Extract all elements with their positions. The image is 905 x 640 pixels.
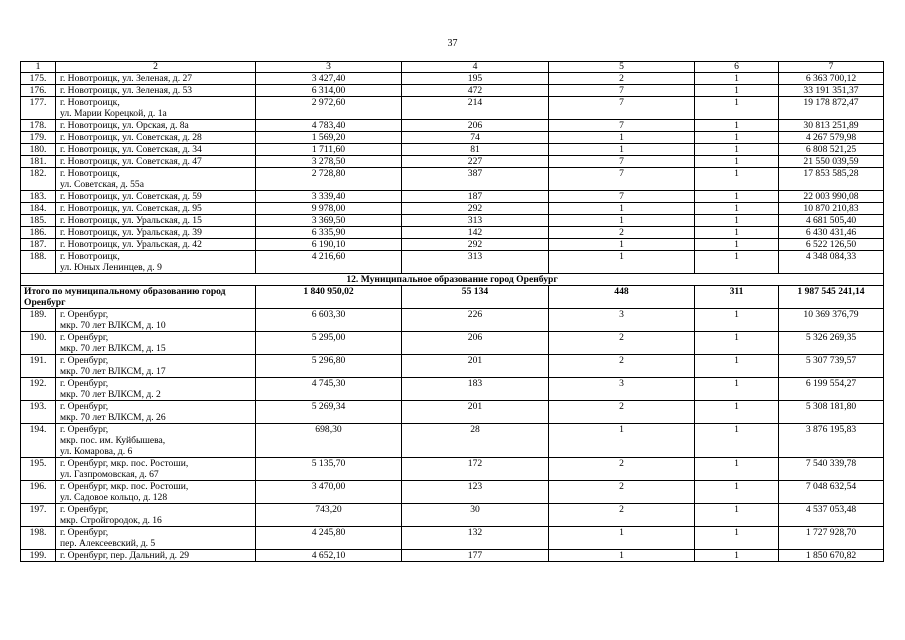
table-row xyxy=(21,239,884,251)
row-number: 175. xyxy=(21,73,56,85)
row-number: 192. xyxy=(21,378,56,401)
area-cell: 6 335,90 xyxy=(256,227,402,239)
address-cell: г. Новотроицк, ул. Зеленая, д. 53 xyxy=(56,85,256,97)
cost-cell: 5 307 739,57 xyxy=(779,355,884,378)
area-cell: 6 603,30 xyxy=(256,309,402,332)
cost-cell: 1 850 670,82 xyxy=(779,550,884,562)
value-cell: 7 xyxy=(549,156,695,168)
row-number: 197. xyxy=(21,504,56,527)
value-cell: 7 xyxy=(549,97,695,120)
count-cell: 28 xyxy=(402,424,549,458)
table-row xyxy=(21,97,884,120)
value-cell: 7 xyxy=(549,120,695,132)
address-cell: г. Оренбург, мкр. 70 лет ВЛКСМ, д. 10 xyxy=(56,309,256,332)
area-cell: 4 216,60 xyxy=(256,251,402,274)
value-cell: 1 xyxy=(549,550,695,562)
value-cell: 1 xyxy=(695,458,779,481)
address-cell: г. Оренбург, мкр. пос. Ростоши, ул. Газпромовская, д. 67 xyxy=(56,458,256,481)
row-number: 195. xyxy=(21,458,56,481)
area-cell: 1 569,20 xyxy=(256,132,402,144)
total-value: 55 134 xyxy=(402,286,549,309)
cost-cell: 4 537 053,48 xyxy=(779,504,884,527)
area-cell: 9 978,00 xyxy=(256,203,402,215)
area-cell: 4 245,80 xyxy=(256,527,402,550)
table-row xyxy=(21,132,884,144)
column-header: 4 xyxy=(402,62,549,73)
value-cell: 1 xyxy=(695,203,779,215)
section-title: 12. Муниципальное образование город Оренбург xyxy=(21,274,884,286)
value-cell: 1 xyxy=(695,424,779,458)
row-number: 179. xyxy=(21,132,56,144)
row-number: 187. xyxy=(21,239,56,251)
value-cell: 2 xyxy=(549,355,695,378)
value-cell: 3 xyxy=(549,378,695,401)
row-number: 178. xyxy=(21,120,56,132)
value-cell: 1 xyxy=(549,239,695,251)
address-cell: г. Новотроицк, ул. Советская, д. 59 xyxy=(56,191,256,203)
table-row xyxy=(21,378,884,401)
count-cell: 201 xyxy=(402,401,549,424)
row-number: 176. xyxy=(21,85,56,97)
address-cell: г. Новотроицк, ул. Советская, д. 95 xyxy=(56,203,256,215)
address-cell: г. Оренбург, мкр. пос. Ростоши, ул. Садовое кольцо, д. 128 xyxy=(56,481,256,504)
section-row xyxy=(21,274,884,286)
value-cell: 2 xyxy=(549,227,695,239)
table-row xyxy=(21,168,884,191)
column-header: 2 xyxy=(56,62,256,73)
table-row xyxy=(21,191,884,203)
cost-cell: 17 853 585,28 xyxy=(779,168,884,191)
value-cell: 1 xyxy=(695,85,779,97)
value-cell: 7 xyxy=(549,168,695,191)
address-cell: г. Новотроицк, ул. Уральская, д. 39 xyxy=(56,227,256,239)
cost-cell: 22 003 990,08 xyxy=(779,191,884,203)
value-cell: 1 xyxy=(695,97,779,120)
count-cell: 214 xyxy=(402,97,549,120)
cost-cell: 10 369 376,79 xyxy=(779,309,884,332)
cost-cell: 4 267 579,98 xyxy=(779,132,884,144)
cost-cell: 33 191 351,37 xyxy=(779,85,884,97)
row-number: 199. xyxy=(21,550,56,562)
address-cell: г. Новотроицк, ул. Зеленая, д. 27 xyxy=(56,73,256,85)
value-cell: 1 xyxy=(695,215,779,227)
area-cell: 5 269,34 xyxy=(256,401,402,424)
address-cell: г. Оренбург, мкр. Стройгородок, д. 16 xyxy=(56,504,256,527)
row-number: 189. xyxy=(21,309,56,332)
area-cell: 5 135,70 xyxy=(256,458,402,481)
table-row xyxy=(21,332,884,355)
table-row xyxy=(21,120,884,132)
value-cell: 1 xyxy=(549,203,695,215)
value-cell: 1 xyxy=(695,120,779,132)
value-cell: 1 xyxy=(549,132,695,144)
row-number: 190. xyxy=(21,332,56,355)
address-cell: г. Новотроицк, ул. Советская, д. 55а xyxy=(56,168,256,191)
cost-cell: 19 178 872,47 xyxy=(779,97,884,120)
cost-cell: 3 876 195,83 xyxy=(779,424,884,458)
value-cell: 1 xyxy=(695,144,779,156)
address-cell: г. Оренбург, мкр. пос. им. Куйбышева, ул. Комарова, д. 6 xyxy=(56,424,256,458)
row-number: 181. xyxy=(21,156,56,168)
cost-cell: 4 681 505,40 xyxy=(779,215,884,227)
value-cell: 1 xyxy=(695,481,779,504)
count-cell: 201 xyxy=(402,355,549,378)
area-cell: 698,30 xyxy=(256,424,402,458)
row-number: 177. xyxy=(21,97,56,120)
value-cell: 1 xyxy=(695,401,779,424)
area-cell: 3 427,40 xyxy=(256,73,402,85)
table-row xyxy=(21,481,884,504)
value-cell: 1 xyxy=(695,504,779,527)
value-cell: 1 xyxy=(695,156,779,168)
count-cell: 187 xyxy=(402,191,549,203)
value-cell: 1 xyxy=(695,132,779,144)
area-cell: 743,20 xyxy=(256,504,402,527)
count-cell: 387 xyxy=(402,168,549,191)
area-cell: 2 728,80 xyxy=(256,168,402,191)
value-cell: 1 xyxy=(695,309,779,332)
value-cell: 1 xyxy=(695,251,779,274)
count-cell: 30 xyxy=(402,504,549,527)
row-number: 185. xyxy=(21,215,56,227)
row-number: 193. xyxy=(21,401,56,424)
value-cell: 2 xyxy=(549,73,695,85)
count-cell: 227 xyxy=(402,156,549,168)
area-cell: 4 745,30 xyxy=(256,378,402,401)
cost-cell: 30 813 251,89 xyxy=(779,120,884,132)
area-cell: 3 470,00 xyxy=(256,481,402,504)
area-cell: 4 652,10 xyxy=(256,550,402,562)
area-cell: 5 296,80 xyxy=(256,355,402,378)
count-cell: 177 xyxy=(402,550,549,562)
table-row xyxy=(21,227,884,239)
address-cell: г. Новотроицк, ул. Советская, д. 28 xyxy=(56,132,256,144)
cost-cell: 7 048 632,54 xyxy=(779,481,884,504)
cost-cell: 7 540 339,78 xyxy=(779,458,884,481)
value-cell: 1 xyxy=(549,215,695,227)
count-cell: 172 xyxy=(402,458,549,481)
address-cell: г. Новотроицк, ул. Уральская, д. 15 xyxy=(56,215,256,227)
value-cell: 2 xyxy=(549,458,695,481)
value-cell: 1 xyxy=(549,251,695,274)
count-cell: 81 xyxy=(402,144,549,156)
value-cell: 2 xyxy=(549,481,695,504)
value-cell: 2 xyxy=(549,504,695,527)
value-cell: 1 xyxy=(695,332,779,355)
address-cell: г. Оренбург, пер. Дальний, д. 29 xyxy=(56,550,256,562)
total-label: Итого по муниципальному образованию город Оренбург xyxy=(21,286,256,309)
count-cell: 313 xyxy=(402,215,549,227)
value-cell: 1 xyxy=(549,424,695,458)
cost-cell: 10 870 210,83 xyxy=(779,203,884,215)
count-cell: 195 xyxy=(402,73,549,85)
total-value: 448 xyxy=(549,286,695,309)
value-cell: 7 xyxy=(549,191,695,203)
table-row xyxy=(21,144,884,156)
area-cell: 4 783,40 xyxy=(256,120,402,132)
count-cell: 142 xyxy=(402,227,549,239)
address-cell: г. Новотроицк, ул. Марии Корецкой, д. 1а xyxy=(56,97,256,120)
table-row xyxy=(21,203,884,215)
table-row xyxy=(21,355,884,378)
cost-cell: 6 522 126,50 xyxy=(779,239,884,251)
total-value: 1 840 950,02 xyxy=(256,286,402,309)
cost-cell: 6 430 431,46 xyxy=(779,227,884,239)
table-row xyxy=(21,251,884,274)
column-header: 1 xyxy=(21,62,56,73)
address-cell: г. Новотроицк, ул. Советская, д. 34 xyxy=(56,144,256,156)
row-number: 188. xyxy=(21,251,56,274)
count-cell: 292 xyxy=(402,239,549,251)
table-row xyxy=(21,458,884,481)
count-cell: 206 xyxy=(402,120,549,132)
value-cell: 1 xyxy=(695,527,779,550)
value-cell: 7 xyxy=(549,85,695,97)
address-cell: г. Оренбург, мкр. 70 лет ВЛКСМ, д. 26 xyxy=(56,401,256,424)
value-cell: 1 xyxy=(695,378,779,401)
row-number: 182. xyxy=(21,168,56,191)
area-cell: 3 278,50 xyxy=(256,156,402,168)
count-cell: 292 xyxy=(402,203,549,215)
value-cell: 1 xyxy=(695,73,779,85)
row-number: 194. xyxy=(21,424,56,458)
value-cell: 1 xyxy=(695,227,779,239)
area-cell: 3 369,50 xyxy=(256,215,402,227)
address-cell: г. Новотроицк, ул. Советская, д. 47 xyxy=(56,156,256,168)
table-row xyxy=(21,85,884,97)
value-cell: 1 xyxy=(695,191,779,203)
value-cell: 2 xyxy=(549,401,695,424)
count-cell: 123 xyxy=(402,481,549,504)
count-cell: 313 xyxy=(402,251,549,274)
table-row xyxy=(21,401,884,424)
area-cell: 2 972,60 xyxy=(256,97,402,120)
address-cell: г. Оренбург, мкр. 70 лет ВЛКСМ, д. 17 xyxy=(56,355,256,378)
table-body xyxy=(21,62,884,562)
address-cell: г. Новотроицк, ул. Уральская, д. 42 xyxy=(56,239,256,251)
value-cell: 3 xyxy=(549,309,695,332)
row-number: 196. xyxy=(21,481,56,504)
count-cell: 132 xyxy=(402,527,549,550)
address-cell: г. Новотроицк, ул. Юных Ленинцев, д. 9 xyxy=(56,251,256,274)
address-cell: г. Новотроицк, ул. Орская, д. 8а xyxy=(56,120,256,132)
address-cell: г. Оренбург, мкр. 70 лет ВЛКСМ, д. 15 xyxy=(56,332,256,355)
column-header: 5 xyxy=(549,62,695,73)
row-number: 191. xyxy=(21,355,56,378)
row-number: 180. xyxy=(21,144,56,156)
table-row xyxy=(21,424,884,458)
cost-cell: 4 348 084,33 xyxy=(779,251,884,274)
row-number: 183. xyxy=(21,191,56,203)
value-cell: 1 xyxy=(695,168,779,191)
total-value: 311 xyxy=(695,286,779,309)
cost-cell: 5 326 269,35 xyxy=(779,332,884,355)
total-row xyxy=(21,286,884,309)
table-row xyxy=(21,309,884,332)
table-row xyxy=(21,550,884,562)
count-cell: 206 xyxy=(402,332,549,355)
cost-cell: 5 308 181,80 xyxy=(779,401,884,424)
cost-cell: 6 808 521,25 xyxy=(779,144,884,156)
column-number-row xyxy=(21,62,884,73)
value-cell: 1 xyxy=(695,550,779,562)
column-header: 6 xyxy=(695,62,779,73)
count-cell: 226 xyxy=(402,309,549,332)
row-number: 186. xyxy=(21,227,56,239)
table-row xyxy=(21,527,884,550)
count-cell: 74 xyxy=(402,132,549,144)
cost-cell: 6 199 554,27 xyxy=(779,378,884,401)
cost-cell: 6 363 700,12 xyxy=(779,73,884,85)
value-cell: 1 xyxy=(695,239,779,251)
area-cell: 3 339,40 xyxy=(256,191,402,203)
row-number: 184. xyxy=(21,203,56,215)
value-cell: 1 xyxy=(549,527,695,550)
cost-cell: 21 550 039,59 xyxy=(779,156,884,168)
table-row xyxy=(21,215,884,227)
area-cell: 1 711,60 xyxy=(256,144,402,156)
column-header: 3 xyxy=(256,62,402,73)
table-row xyxy=(21,504,884,527)
cost-cell: 1 727 928,70 xyxy=(779,527,884,550)
table-row xyxy=(21,156,884,168)
count-cell: 183 xyxy=(402,378,549,401)
count-cell: 472 xyxy=(402,85,549,97)
housing-table xyxy=(20,61,884,562)
address-cell: г. Оренбург, мкр. 70 лет ВЛКСМ, д. 2 xyxy=(56,378,256,401)
row-number: 198. xyxy=(21,527,56,550)
total-value: 1 987 545 241,14 xyxy=(779,286,884,309)
value-cell: 1 xyxy=(549,144,695,156)
area-cell: 6 314,00 xyxy=(256,85,402,97)
area-cell: 5 295,00 xyxy=(256,332,402,355)
column-header: 7 xyxy=(779,62,884,73)
address-cell: г. Оренбург, пер. Алексеевский, д. 5 xyxy=(56,527,256,550)
value-cell: 1 xyxy=(695,355,779,378)
table-row xyxy=(21,73,884,85)
page-number: 37 xyxy=(447,38,458,49)
value-cell: 2 xyxy=(549,332,695,355)
area-cell: 6 190,10 xyxy=(256,239,402,251)
